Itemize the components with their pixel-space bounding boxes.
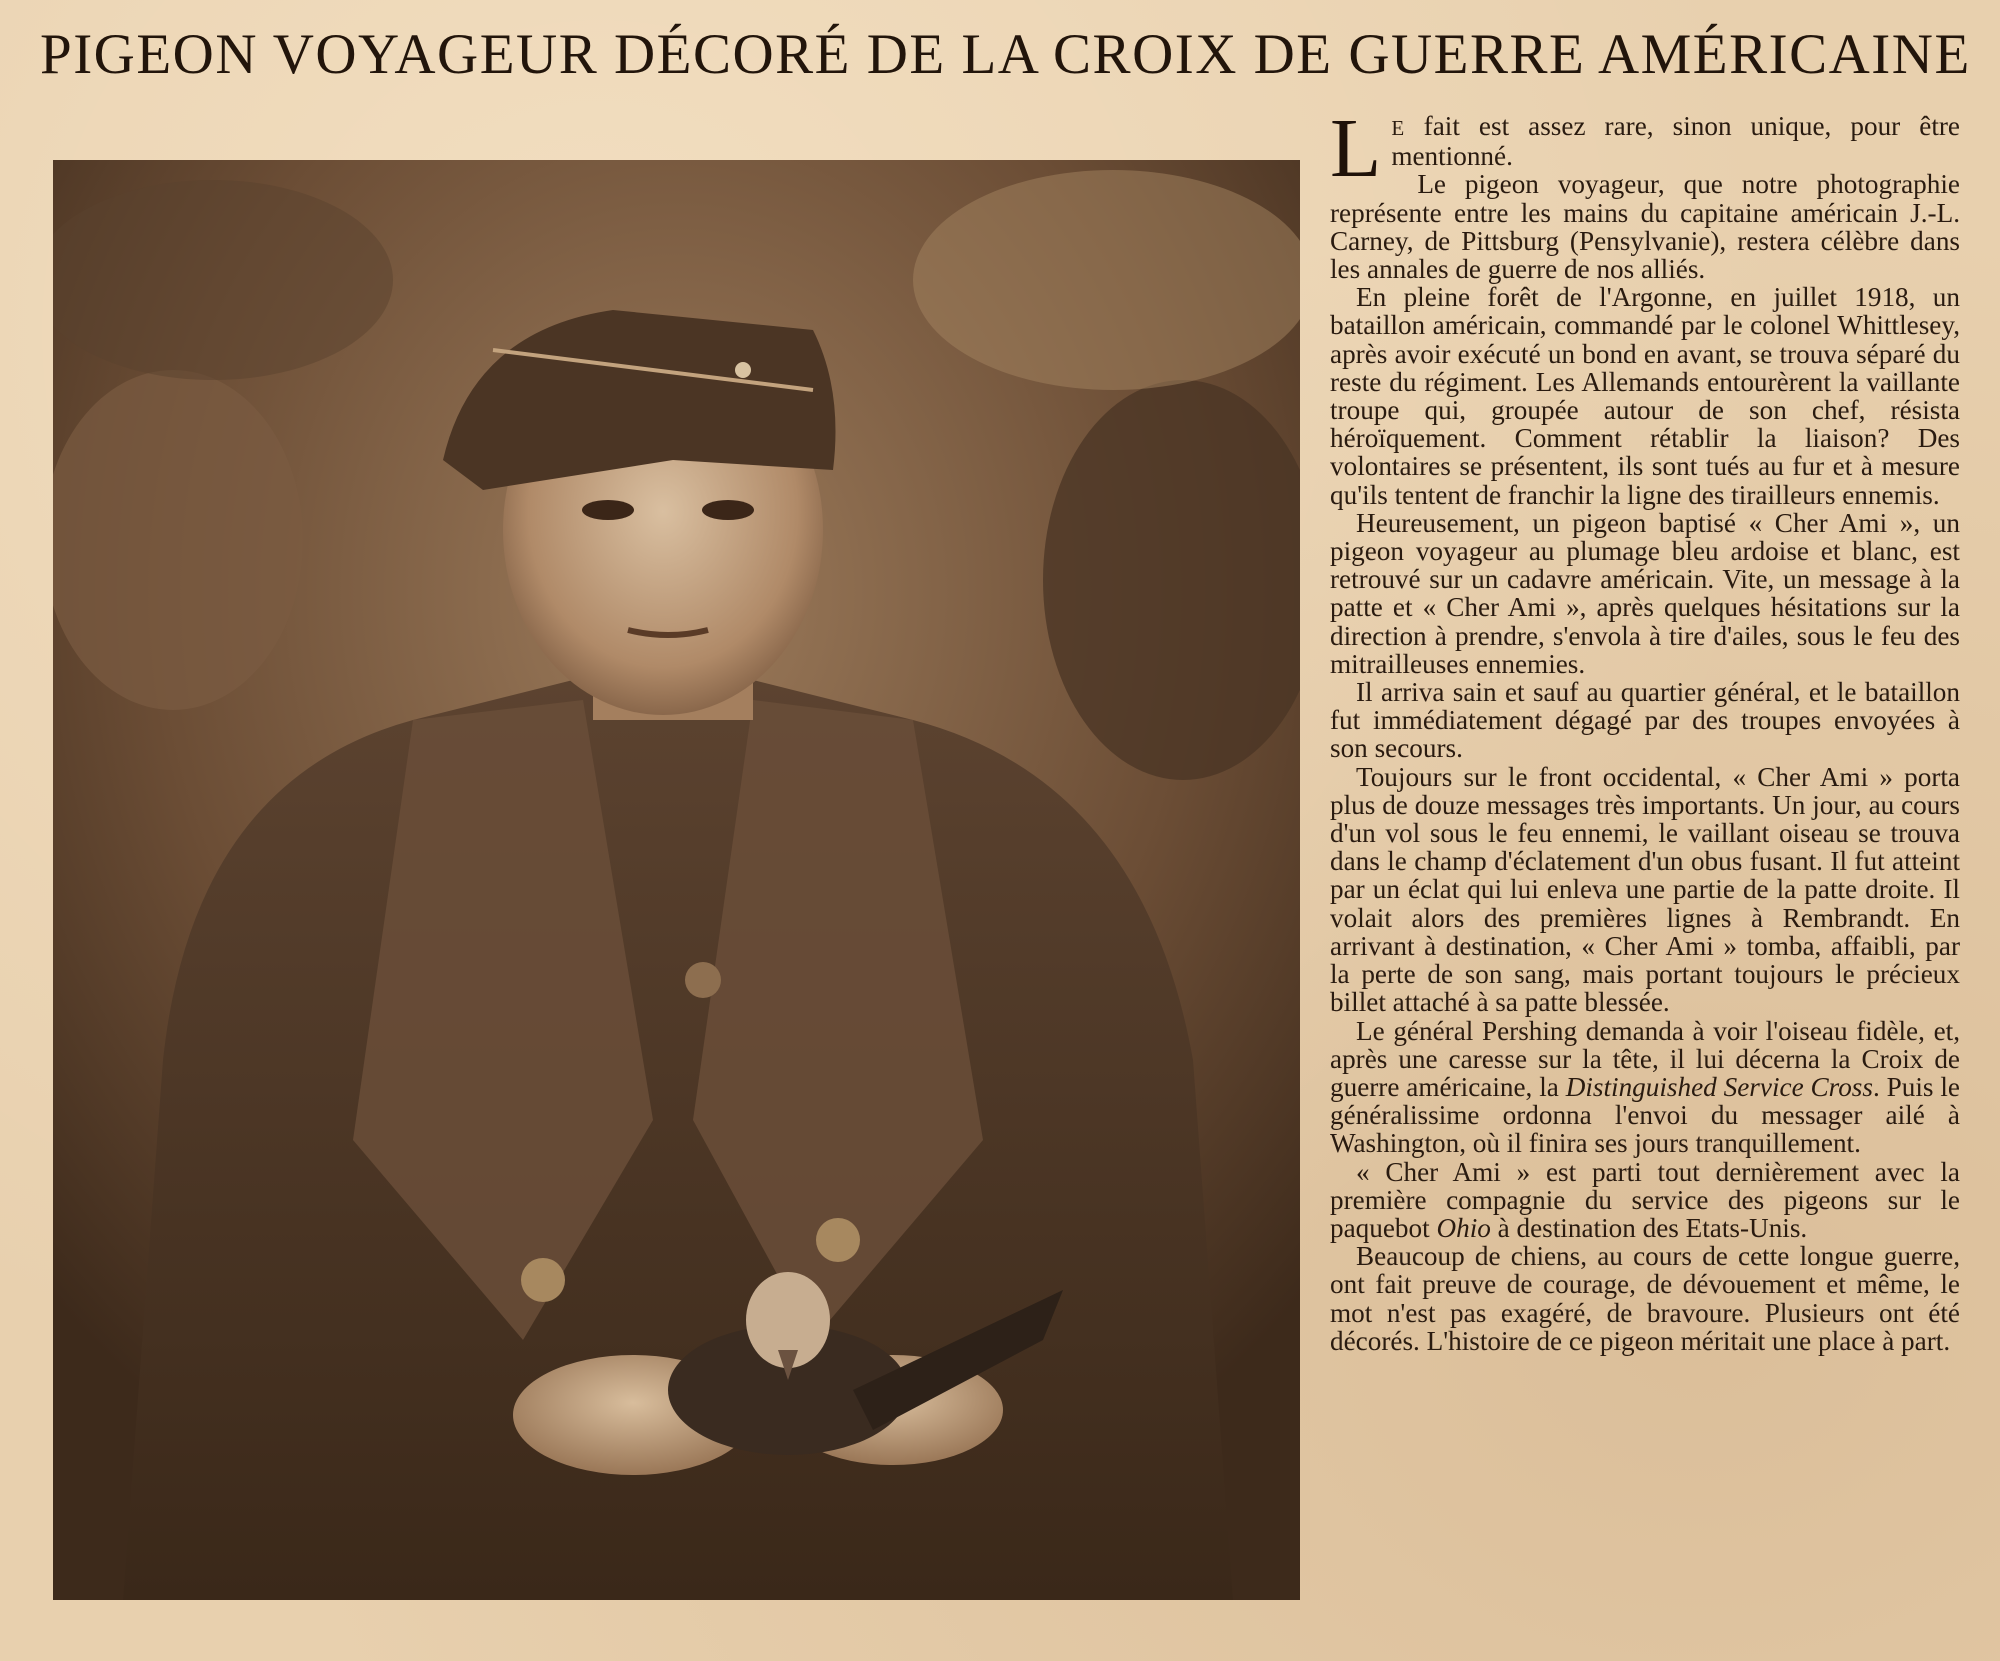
paragraph-text: « Cher Ami » est parti tout dernièrement avec la première compagnie du service des pigeons sur le paquebot xyxy=(1330,1156,1960,1243)
paragraph-text: Le général Pershing demanda à voir l'oiseau fidèle, et, après une caresse sur la tête, il lui décerna la Croix de guerre américaine, la xyxy=(1330,1015,1960,1102)
dropcap-letter: L xyxy=(1330,102,1382,195)
article-paragraph: Toujours sur le front occidental, « Cher Ami » porta plus de douze messages très importants. Un jour, au cours d'un vol sous le feu ennemi, le vaillant oiseau se trouva dans le champ d'éclatement d'un obus fusant. Il fut atteint par un éclat qui lui enleva une partie de la patte droite. Il volait alors des premières lignes à Rembrandt. En arrivant à destination, « Cher Ami » tomba, affaibli, par la perte de son sang, mais portant toujours le précieux billet attaché à sa patte blessée. xyxy=(1330,761,1960,1018)
ship-name: Ohio xyxy=(1436,1212,1491,1243)
article-lead-paragraph xyxy=(1330,102,1960,195)
lead-text: fait est assez rare, sinon unique, pour être mentionné. xyxy=(1391,111,1960,172)
article-paragraph xyxy=(1330,1158,1960,1243)
article-text xyxy=(1330,102,1961,1356)
award-name: Distinguished Service Cross xyxy=(1565,1071,1873,1102)
article-paragraph xyxy=(1330,1017,1960,1158)
article-paragraph: Beaucoup de chiens, au cours de cette longue guerre, ont fait preuve de courage, de dévouement et même, le mot n'est pas exagéré, de bravoure. Plusieurs ont été décorés. L'histoire de ce pigeon méritait une place à part. xyxy=(1330,1241,1960,1356)
paragraph-text: . Puis le généralissime ordonna l'envoi du messager ailé à Washington, où il finira ses jours tranquillement. xyxy=(1330,1071,1961,1159)
lead-smallcaps: E xyxy=(1391,116,1405,140)
article-paragraph: Heureusement, un pigeon baptisé « Cher Ami », un pigeon voyageur au plumage bleu ardoise et blanc, est retrouvé sur un cadavre américain. Vite, un message à la patte et « Cher Ami », après quelques hésitations sur la direction à prendre, s'envola à tire d'ailes, sous le feu des mitrailleuses ennemies. xyxy=(1330,507,1960,679)
page-title: PIGEON VOYAGEUR DÉCORÉ DE LA CROIX DE GUERRE AMÉRICAINE xyxy=(40,23,1971,86)
soldier-with-pigeon-illustration xyxy=(53,160,1300,1600)
article-paragraph: Le pigeon voyageur, que notre photographie représente entre les mains du capitaine américain J.-L. Carney, de Pittsburg (Pensylvanie), restera célèbre dans les annales de guerre de nos alliés. xyxy=(1330,169,1960,285)
portrait-photo xyxy=(53,160,1300,1600)
article-paragraph: En pleine forêt de l'Argonne, en juillet 1918, un bataillon américain, commandé par le colonel Whittlesey, après avoir exécuté un bond en avant, se trouva séparé du reste du régiment. Les Allemands entourèrent la vaillante troupe qui, groupée autour de son chef, résista héroïquement. Comment rétablir la liaison? Des volontaires se présentent, ils sont tués au fur et à mesure qu'ils tentent de franchir la ligne des tirailleurs ennemis. xyxy=(1330,282,1960,510)
paragraph-text: à destination des Etats-Unis. xyxy=(1490,1212,1808,1243)
article-paragraph: Il arriva sain et sauf au quartier général, et le bataillon fut immédiatement dégagé par des troupes envoyées à son secours. xyxy=(1330,677,1960,764)
